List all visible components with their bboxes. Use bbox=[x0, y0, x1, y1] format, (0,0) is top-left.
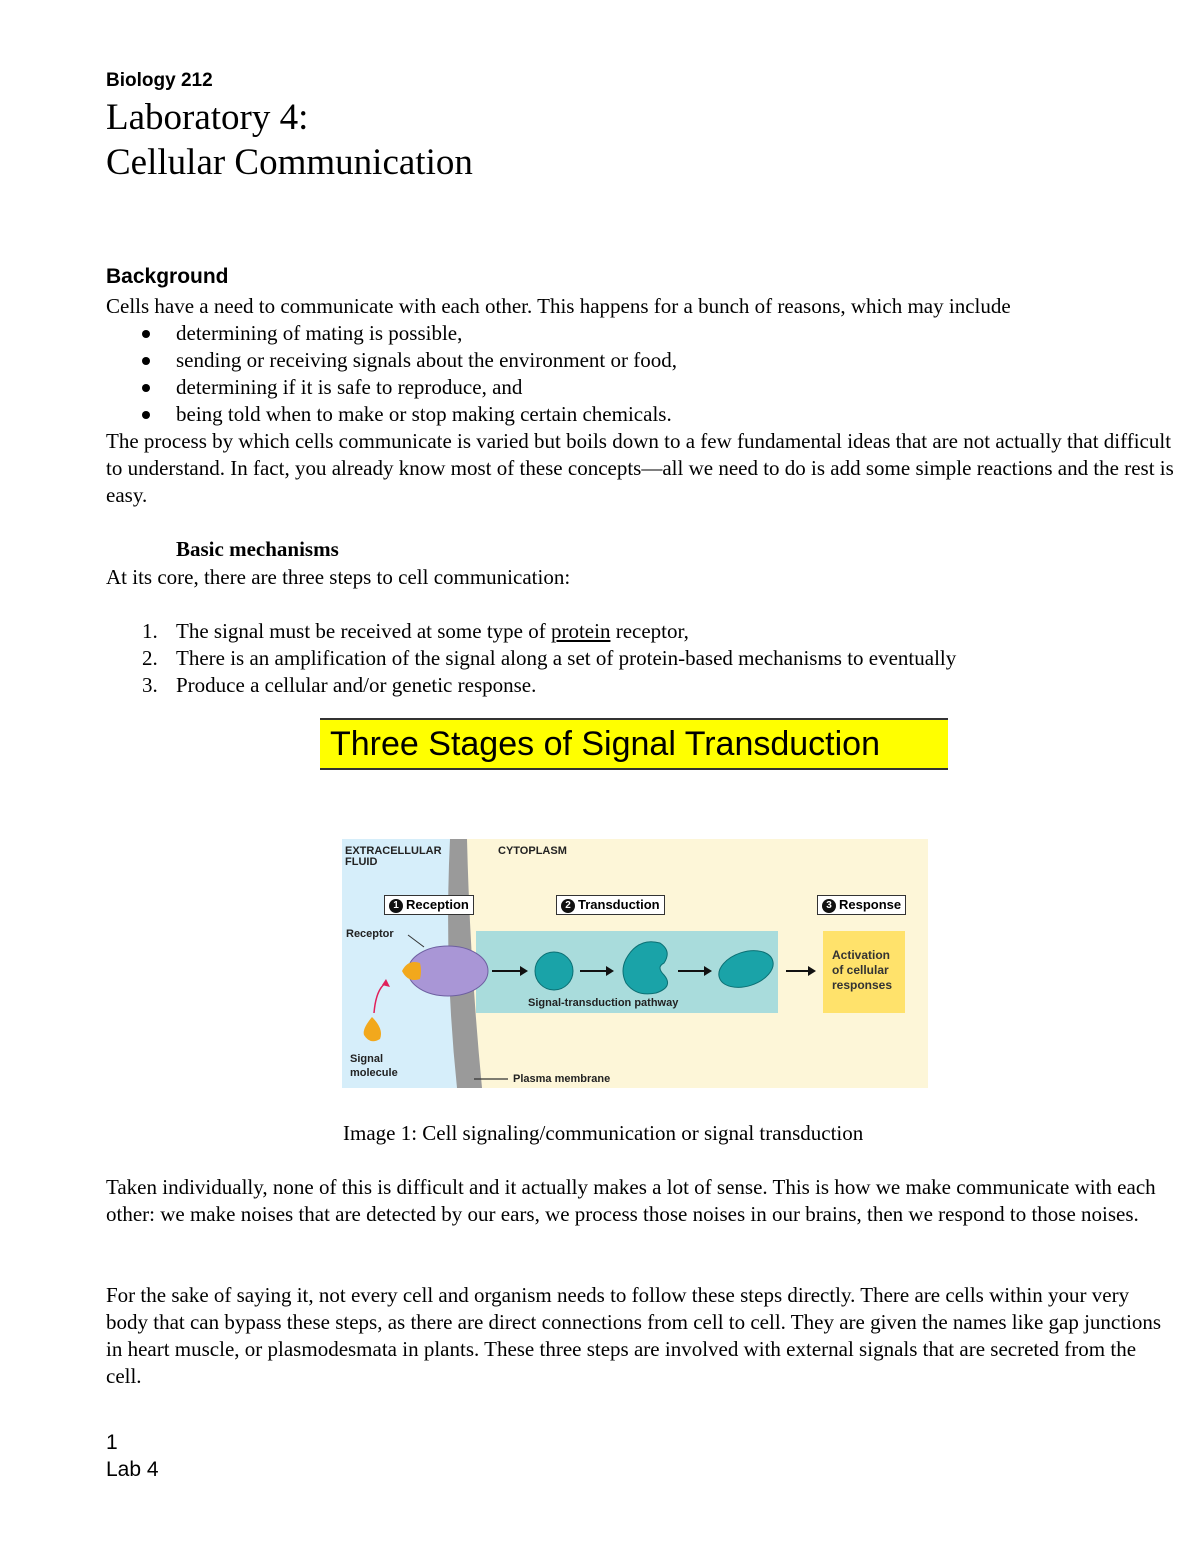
step-number: 1. bbox=[142, 619, 158, 643]
stage-number-icon: 3 bbox=[822, 899, 836, 913]
list-item bbox=[106, 618, 956, 645]
plasma-membrane-label: Plasma membrane bbox=[513, 1073, 611, 1085]
response-text bbox=[832, 948, 892, 993]
stage-reception bbox=[384, 895, 474, 915]
list-item-text: determining if it is safe to reproduce, and bbox=[176, 375, 523, 399]
list-item-text: being told when to make or stop making certain chemicals. bbox=[176, 402, 672, 426]
response-arrowhead bbox=[808, 966, 816, 976]
response-line: Activation bbox=[832, 948, 891, 962]
step-text: Produce a cellular and/or genetic response. bbox=[176, 673, 537, 697]
step-number: 3. bbox=[142, 673, 158, 697]
extracellular-label-line2: FLUID bbox=[345, 856, 378, 868]
response-line: of cellular bbox=[832, 963, 889, 977]
page-number: 1 bbox=[106, 1431, 118, 1454]
list-item bbox=[106, 320, 677, 347]
bullet-icon bbox=[142, 357, 150, 365]
figure-caption: Image 1: Cell signaling/communication or signal transduction bbox=[343, 1121, 864, 1145]
stage-label: Transduction bbox=[578, 897, 660, 912]
response-line: responses bbox=[832, 978, 893, 992]
background-intro: Cells have a need to communicate with each other. This happens for a bunch of reasons, which may include bbox=[106, 294, 1011, 318]
stage-label: Response bbox=[839, 897, 902, 912]
background-heading: Background bbox=[106, 265, 229, 288]
receptor-label: Receptor bbox=[346, 928, 394, 940]
extracellular-label-line1: EXTRACELLULAR bbox=[345, 845, 442, 857]
signal-transduction-diagram bbox=[342, 839, 928, 1088]
stage-number-icon: 1 bbox=[389, 899, 403, 913]
relay-protein-1 bbox=[535, 952, 573, 990]
stage-number-icon: 2 bbox=[561, 899, 575, 913]
stage-label: Reception bbox=[406, 897, 469, 912]
step-number: 2. bbox=[142, 646, 158, 670]
bullet-icon bbox=[142, 384, 150, 392]
basic-mechanisms-heading: Basic mechanisms bbox=[176, 537, 339, 561]
body-paragraph: Taken individually, none of this is difficult and it actually makes a lot of sense. This is how we make communicate with each other: we make noises that are detected by our ears, we process those noises in our brains, then we respond to those noises. bbox=[106, 1175, 1156, 1226]
list-item bbox=[106, 672, 956, 699]
lab-title-line-1: Laboratory 4: bbox=[106, 97, 309, 138]
list-item bbox=[106, 374, 677, 401]
list-item-text: sending or receiving signals about the environment or food, bbox=[176, 348, 677, 372]
lab-title-line-2: Cellular Communication bbox=[106, 142, 473, 183]
figure-banner bbox=[320, 718, 948, 770]
stage-transduction bbox=[556, 895, 665, 915]
list-item bbox=[106, 347, 677, 374]
step-text: There is an amplification of the signal along a set of protein-based mechanisms to eventually bbox=[176, 646, 957, 670]
bullet-icon bbox=[142, 330, 150, 338]
pathway-label: Signal-transduction pathway bbox=[528, 997, 679, 1009]
stage-response bbox=[817, 895, 906, 915]
reasons-list bbox=[106, 320, 677, 428]
signal-molecule-label-line2: molecule bbox=[350, 1067, 398, 1079]
course-name: Biology 212 bbox=[106, 70, 213, 91]
steps-list bbox=[106, 618, 956, 699]
step-text: The signal must be received at some type of bbox=[176, 619, 551, 643]
list-item bbox=[106, 645, 956, 672]
body-paragraph: For the sake of saying it, not every cell and organism needs to follow these steps directly. There are cells within your very body that can bypass these steps, as there are direct connections from cell to cell. They are given the names like gap junctions in heart muscle, or plasmodesmata in plants. These three steps are involved with external signals that are secreted from the cell. bbox=[106, 1283, 1162, 1388]
banner-title: Three Stages of Signal Transduction bbox=[330, 725, 880, 763]
basic-mechanisms-intro: At its core, there are three steps to cell communication: bbox=[106, 565, 571, 589]
background-paragraph: The process by which cells communicate is varied but boils down to a few fundamental ideas that are not actually that difficult to understand. In fact, you already know most of these concepts—all we need to do is add some simple reactions and the rest is easy. bbox=[106, 429, 1174, 507]
list-item bbox=[106, 401, 677, 428]
signal-molecule-label-line1: Signal bbox=[350, 1053, 384, 1065]
step-text: receptor, bbox=[610, 619, 689, 643]
footer-label: Lab 4 bbox=[106, 1458, 159, 1481]
list-item-text: determining of mating is possible, bbox=[176, 321, 463, 345]
cytoplasm-label: CYTOPLASM bbox=[498, 845, 567, 857]
bullet-icon bbox=[142, 411, 150, 419]
underlined-term: protein bbox=[550, 619, 611, 643]
